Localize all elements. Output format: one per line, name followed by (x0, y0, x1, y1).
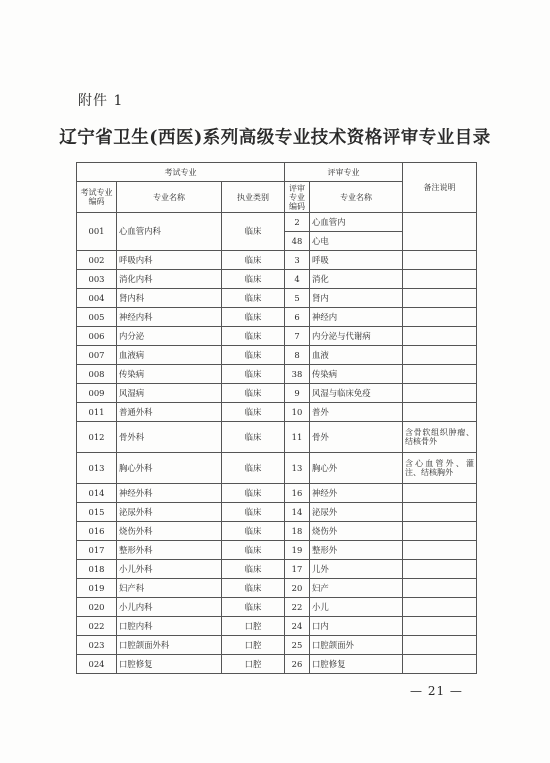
category-cell: 临床 (222, 327, 285, 346)
category-cell: 临床 (222, 503, 285, 522)
review-code-cell: 8 (285, 346, 310, 365)
exam-code-cell: 019 (77, 579, 117, 598)
review-code-cell: 6 (285, 308, 310, 327)
exam-code-cell: 009 (77, 384, 117, 403)
note-cell (403, 365, 477, 384)
note-cell (403, 289, 477, 308)
exam-name-cell: 神经外科 (117, 484, 222, 503)
exam-name-cell: 小儿外科 (117, 560, 222, 579)
exam-code-cell: 008 (77, 365, 117, 384)
review-code-header: 评审专业编码 (285, 182, 310, 213)
table-row (77, 617, 477, 636)
exam-code-cell: 023 (77, 636, 117, 655)
note-cell (403, 270, 477, 289)
exam-code-cell: 013 (77, 453, 117, 484)
page-number: — 21 — (410, 684, 463, 698)
review-code-cell: 14 (285, 503, 310, 522)
exam-name-cell: 血液病 (117, 346, 222, 365)
table-row (77, 560, 477, 579)
table-row (77, 484, 477, 503)
table-row (77, 289, 477, 308)
table-row (77, 308, 477, 327)
review-name-cell: 口腔修复 (310, 655, 403, 674)
note-cell (403, 327, 477, 346)
exam-code-cell: 001 (77, 213, 117, 251)
review-name-cell: 泌尿外 (310, 503, 403, 522)
review-name-cell: 妇产 (310, 579, 403, 598)
review-code-cell: 4 (285, 270, 310, 289)
review-name-cell: 血液 (310, 346, 403, 365)
note-cell: 含骨软组织肿瘤、结核骨外 (403, 422, 477, 453)
table-row (77, 422, 477, 453)
review-name-cell: 肾内 (310, 289, 403, 308)
category-cell: 口腔 (222, 636, 285, 655)
review-code-cell: 2 (285, 213, 310, 232)
category-cell: 临床 (222, 365, 285, 384)
exam-code-cell: 012 (77, 422, 117, 453)
category-cell: 临床 (222, 541, 285, 560)
table-row (77, 655, 477, 674)
exam-code-cell: 004 (77, 289, 117, 308)
review-group-header: 评审专业 (285, 163, 403, 182)
table-row (77, 541, 477, 560)
attachment-label: 附件 1 (78, 93, 124, 109)
exam-code-cell: 016 (77, 522, 117, 541)
note-cell (403, 251, 477, 270)
note-cell (403, 579, 477, 598)
review-code-cell: 11 (285, 422, 310, 453)
exam-name-cell: 风湿病 (117, 384, 222, 403)
category-cell: 临床 (222, 403, 285, 422)
table-row (77, 598, 477, 617)
exam-code-cell: 006 (77, 327, 117, 346)
note-cell (403, 403, 477, 422)
review-name-cell: 整形外 (310, 541, 403, 560)
note-cell (403, 503, 477, 522)
category-cell: 临床 (222, 560, 285, 579)
table-row (77, 503, 477, 522)
exam-code-cell: 018 (77, 560, 117, 579)
review-code-cell: 5 (285, 289, 310, 308)
category-cell: 临床 (222, 213, 285, 251)
table-row (77, 384, 477, 403)
review-code-cell: 26 (285, 655, 310, 674)
table-row (77, 579, 477, 598)
note-cell (403, 308, 477, 327)
review-name-header: 专业名称 (310, 182, 403, 213)
table-body (77, 213, 477, 674)
review-name-cell: 小儿 (310, 598, 403, 617)
review-code-cell: 9 (285, 384, 310, 403)
review-name-cell: 神经外 (310, 484, 403, 503)
review-name-cell: 风湿与临床免疫 (310, 384, 403, 403)
table-row (77, 403, 477, 422)
specialty-catalog-table (76, 162, 477, 674)
exam-code-cell: 022 (77, 617, 117, 636)
review-code-cell: 3 (285, 251, 310, 270)
review-code-cell: 48 (285, 232, 310, 251)
review-name-cell: 心血管内 (310, 213, 403, 232)
review-name-cell: 胸心外 (310, 453, 403, 484)
category-cell: 临床 (222, 422, 285, 453)
document-title: 辽宁省卫生(西医)系列高级专业技术资格评审专业目录 (59, 128, 491, 148)
table-row (77, 453, 477, 484)
category-cell: 临床 (222, 289, 285, 308)
review-name-cell: 儿外 (310, 560, 403, 579)
exam-name-cell: 普通外科 (117, 403, 222, 422)
review-code-cell: 13 (285, 453, 310, 484)
note-cell (403, 617, 477, 636)
table-row (77, 522, 477, 541)
note-cell: 含心血管外、灌注、结核胸外 (403, 453, 477, 484)
note-cell (403, 384, 477, 403)
exam-code-cell: 011 (77, 403, 117, 422)
table-row (77, 327, 477, 346)
note-cell (403, 598, 477, 617)
category-cell: 临床 (222, 598, 285, 617)
note-cell (403, 213, 477, 251)
table-row (77, 213, 477, 232)
review-code-cell: 20 (285, 579, 310, 598)
exam-code-cell: 005 (77, 308, 117, 327)
exam-code-cell: 017 (77, 541, 117, 560)
review-name-cell: 口腔颌面外 (310, 636, 403, 655)
table-row (77, 365, 477, 384)
review-name-cell: 内分泌与代谢病 (310, 327, 403, 346)
note-cell (403, 655, 477, 674)
note-cell (403, 484, 477, 503)
category-cell: 临床 (222, 308, 285, 327)
exam-code-cell: 002 (77, 251, 117, 270)
category-cell: 临床 (222, 522, 285, 541)
category-cell: 临床 (222, 484, 285, 503)
exam-name-cell: 整形外科 (117, 541, 222, 560)
review-name-cell: 骨外 (310, 422, 403, 453)
exam-name-cell: 口腔内科 (117, 617, 222, 636)
review-name-cell: 口内 (310, 617, 403, 636)
exam-name-header: 专业名称 (117, 182, 222, 213)
note-cell (403, 346, 477, 365)
table-group-header-row (77, 163, 477, 182)
review-name-cell: 传染病 (310, 365, 403, 384)
exam-name-cell: 烧伤外科 (117, 522, 222, 541)
review-code-cell: 16 (285, 484, 310, 503)
review-code-cell: 38 (285, 365, 310, 384)
note-cell (403, 541, 477, 560)
exam-name-cell: 神经内科 (117, 308, 222, 327)
exam-name-cell: 心血管内科 (117, 213, 222, 251)
exam-name-cell: 消化内科 (117, 270, 222, 289)
review-name-cell: 消化 (310, 270, 403, 289)
exam-code-header: 考试专业编码 (77, 182, 117, 213)
table-row (77, 636, 477, 655)
exam-name-cell: 妇产科 (117, 579, 222, 598)
exam-name-cell: 泌尿外科 (117, 503, 222, 522)
exam-name-cell: 骨外科 (117, 422, 222, 453)
exam-group-header: 考试专业 (77, 163, 285, 182)
review-code-cell: 7 (285, 327, 310, 346)
exam-name-cell: 内分泌 (117, 327, 222, 346)
review-name-cell: 心电 (310, 232, 403, 251)
category-cell: 临床 (222, 384, 285, 403)
note-cell (403, 560, 477, 579)
category-cell: 临床 (222, 453, 285, 484)
exam-code-cell: 014 (77, 484, 117, 503)
table-row (77, 346, 477, 365)
exam-code-cell: 020 (77, 598, 117, 617)
review-name-cell: 呼吸 (310, 251, 403, 270)
exam-name-cell: 口腔修复 (117, 655, 222, 674)
exam-name-cell: 口腔颌面外科 (117, 636, 222, 655)
review-code-cell: 10 (285, 403, 310, 422)
review-name-cell: 神经内 (310, 308, 403, 327)
category-cell: 口腔 (222, 617, 285, 636)
exam-name-cell: 小儿内科 (117, 598, 222, 617)
review-name-cell: 烧伤外 (310, 522, 403, 541)
exam-name-cell: 呼吸内科 (117, 251, 222, 270)
table-row (77, 251, 477, 270)
table-row (77, 270, 477, 289)
review-code-cell: 25 (285, 636, 310, 655)
review-code-cell: 17 (285, 560, 310, 579)
category-cell: 临床 (222, 346, 285, 365)
category-cell: 临床 (222, 251, 285, 270)
exam-name-cell: 传染病 (117, 365, 222, 384)
category-cell: 临床 (222, 579, 285, 598)
notes-header: 备注说明 (403, 163, 477, 213)
category-cell: 口腔 (222, 655, 285, 674)
exam-name-cell: 肾内科 (117, 289, 222, 308)
review-code-cell: 24 (285, 617, 310, 636)
exam-code-cell: 003 (77, 270, 117, 289)
review-name-cell: 普外 (310, 403, 403, 422)
review-code-cell: 19 (285, 541, 310, 560)
note-cell (403, 522, 477, 541)
category-header: 执业类别 (222, 182, 285, 213)
exam-code-cell: 024 (77, 655, 117, 674)
review-code-cell: 22 (285, 598, 310, 617)
exam-name-cell: 胸心外科 (117, 453, 222, 484)
exam-code-cell: 007 (77, 346, 117, 365)
exam-code-cell: 015 (77, 503, 117, 522)
note-cell (403, 636, 477, 655)
review-code-cell: 18 (285, 522, 310, 541)
category-cell: 临床 (222, 270, 285, 289)
